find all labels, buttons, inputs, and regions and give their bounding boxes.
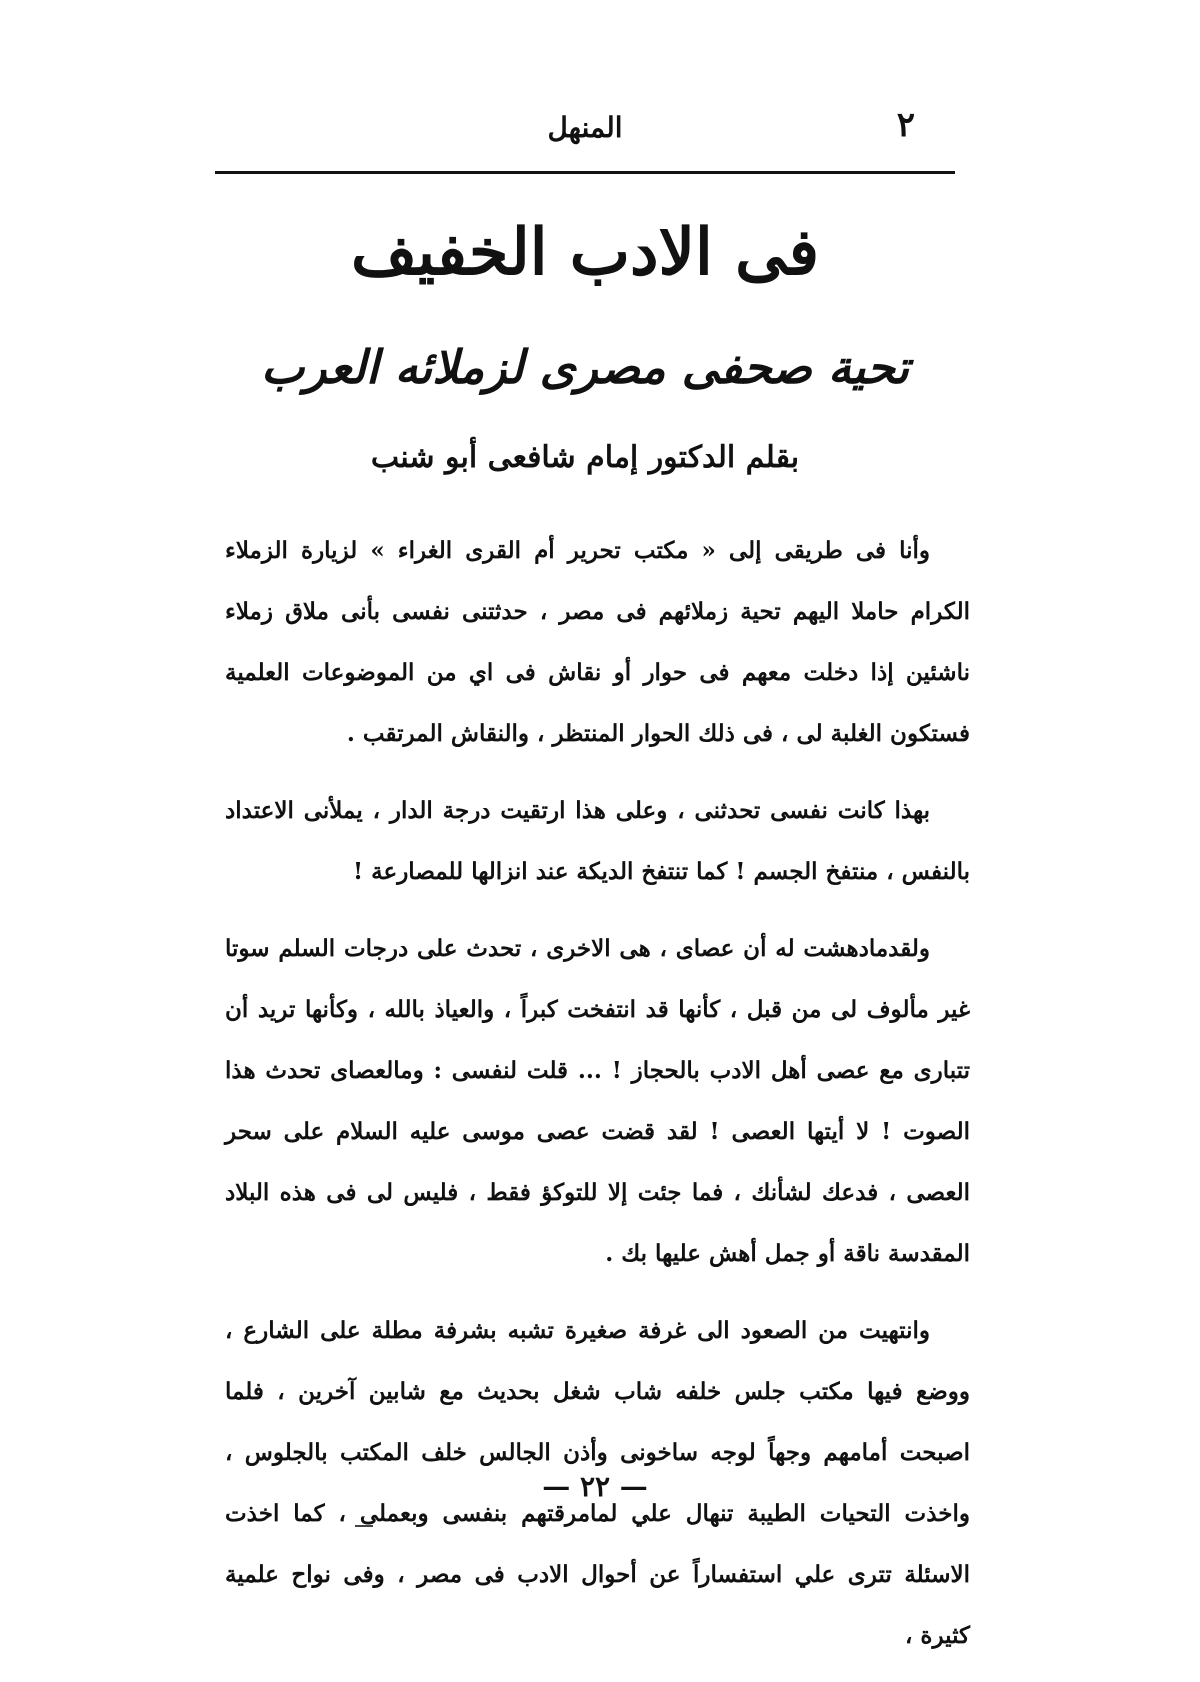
byline: بقلم الدكتور إمام شافعى أبو شنب xyxy=(370,440,800,475)
paragraph: وانتهيت من الصعود الى غرفة صغيرة تشبه بشرفة مطلة على الشارع ، ووضع فيها مكتب جلس خلفه شاب شغل بحديث مع شابين آخرين ، فلما اصبحت أمامهم وجهاً لوجه ساخونى وأذن الجالس خلف المكتب بالجلوس ، واخذت التحيات الطيبة تنهال علي لمامرقتهم بنفسى وبعملى ، كما اخذت الاسئلة تترى علي استفساراً عن أحوال الادب فى مصر ، وفى نواح علمية كثيرة ، xyxy=(225,1317,970,1649)
page-number: ٢ xyxy=(896,105,915,145)
paragraph: وأنا فى طريقى إلى « مكتب تحرير أم القرى الغراء » لزيارة الزملاء الكرام حاملا اليهم تحية زملائهم فى مصر ، حدثتنى نفسى بأنى ملاق زملاء ناشئين إذا دخلت معهم فى حوار أو نقاش فى اي من الموضوعات العلمية فستكون الغلبة لى ، فى ذلك الحوار المنتظر ، والنقاش المرتقب . xyxy=(225,537,970,747)
article-title: تحية صحفى مصرى لزملائه العرب xyxy=(261,340,909,394)
running-header xyxy=(215,105,955,165)
header-rule xyxy=(215,171,955,174)
paragraph: ولقدمادهشت له أن عصاى ، هى الاخرى ، تحدث على درجات السلم سوتا غير مألوف لى من قبل ، كأنها قد انتفخت كبراً ، والعياذ بالله ، وكأنها تريد أن تتبارى مع عصى أهل الادب بالحجاز ! ... قلت لنفسى : ومالعصاى تحدث هذا الصوت ! لا أيتها العصى ! لقد قضت عصى موسى عليه السلام على سحر العصى ، فدعك لشأنك ، فما جئت إلا للتوكؤ فقط ، فليس لى فى هذه البلاد المقدسة ناقة أو جمل أهش عليها بك . xyxy=(225,935,970,1267)
paragraph: بهذا كانت نفسى تحدثنى ، وعلى هذا ارتقيت درجة الدار ، يملأنى الاعتداد بالنفس ، منتفخ الجسم ! كما تنتفخ الديكة عند انزالها للمصارعة ! xyxy=(225,797,970,885)
section-title: فى الادب الخفيف xyxy=(350,215,820,290)
journal-name: المنهل xyxy=(547,111,623,144)
page-footer-number: — ٢٢ — xyxy=(542,1470,648,1503)
scan-mark xyxy=(355,1525,373,1527)
article-body xyxy=(225,520,970,1682)
